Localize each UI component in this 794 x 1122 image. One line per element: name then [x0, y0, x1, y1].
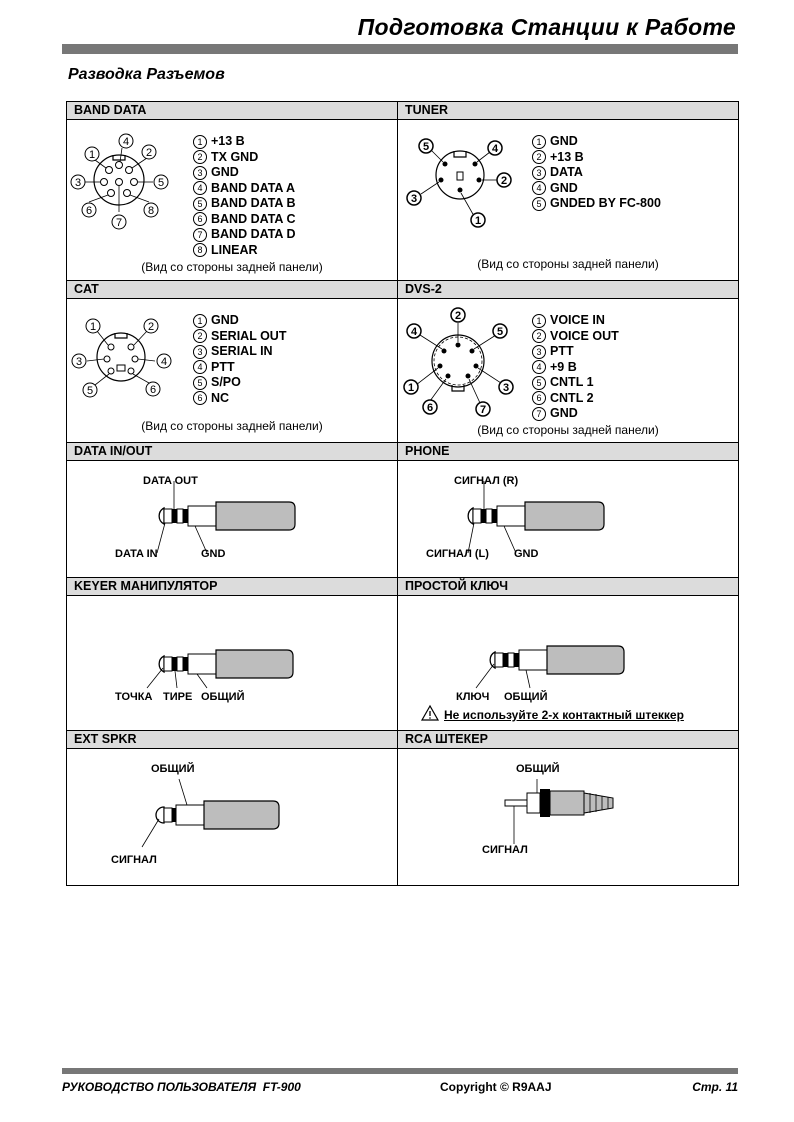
- key-label: КЛЮЧ: [456, 691, 490, 703]
- pin-row: 4 GND: [532, 181, 661, 197]
- cat-pin-list: [193, 313, 286, 406]
- data-inout-header: DATA IN/OUT: [67, 443, 398, 461]
- tuner-cell: [398, 120, 738, 280]
- svg-text:1: 1: [474, 215, 482, 227]
- svg-text:5: 5: [496, 326, 504, 338]
- dvs2-header: DVS-2: [398, 281, 739, 299]
- svg-text:5: 5: [86, 385, 94, 397]
- ext-spkr-header: EXT SPKR: [67, 731, 398, 749]
- svg-text:2: 2: [454, 310, 462, 322]
- rca-header: RCA ШТЕКЕР: [398, 731, 739, 749]
- pinout-table: [66, 101, 739, 886]
- footer-page-number: Стр. 11: [692, 1080, 738, 1094]
- phone-cell: [398, 461, 738, 577]
- stereo-plug-icon: [67, 596, 398, 730]
- pin-row: 3 GND: [193, 165, 295, 181]
- pin-row: 2 VOICE OUT: [532, 329, 619, 345]
- keyer-cell: [67, 596, 397, 730]
- svg-text:6: 6: [426, 402, 434, 414]
- dvs2-pin-list: [532, 313, 619, 422]
- svg-text:2: 2: [147, 321, 155, 333]
- signal-label: СИГНАЛ: [482, 844, 528, 856]
- signal-l-label: СИГНАЛ (L): [426, 548, 489, 560]
- rca-cell: [398, 749, 738, 885]
- pin-row: 2 +13 В: [532, 150, 661, 166]
- header-bar: [62, 44, 738, 54]
- tuner-caption: (Вид со стороны задней панели): [477, 257, 659, 271]
- pin-row: 3 DATA: [532, 165, 661, 181]
- pin-row: 5 GNDED BY FC-800: [532, 196, 661, 212]
- page-title: Подготовка Станции к Работе: [357, 14, 736, 40]
- svg-text:4: 4: [410, 326, 418, 338]
- band-data-cell: [67, 120, 397, 280]
- din7-connector-icon: [398, 299, 523, 419]
- cat-cell: [67, 299, 397, 442]
- pin-row: 2 SERIAL OUT: [193, 329, 286, 345]
- pin-row: 2 TX GND: [193, 150, 295, 166]
- straight-key-cell: [398, 596, 738, 730]
- gnd-label: GND: [201, 548, 226, 560]
- svg-text:6: 6: [149, 384, 157, 396]
- svg-text:3: 3: [502, 382, 510, 394]
- warning-icon: [422, 706, 438, 720]
- pin-row: 4 PTT: [193, 360, 286, 376]
- band-data-pin-list: [193, 134, 295, 258]
- pin-row: 1 GND: [193, 313, 286, 329]
- pin-row: 3 SERIAL IN: [193, 344, 286, 360]
- pin-row: 4 BAND DATA A: [193, 181, 295, 197]
- band-data-caption: (Вид со стороны задней панели): [141, 260, 323, 274]
- common-label: ОБЩИЙ: [504, 691, 548, 703]
- svg-text:5: 5: [422, 141, 430, 153]
- pin-row: 1 VOICE IN: [532, 313, 619, 329]
- pin-row: 6 NC: [193, 391, 286, 407]
- common-label: ОБЩИЙ: [201, 691, 245, 703]
- phone-header: PHONE: [398, 443, 739, 461]
- svg-text:3: 3: [74, 177, 82, 189]
- tuner-header: TUNER: [398, 102, 739, 120]
- gnd-label: GND: [514, 548, 539, 560]
- pin-row: 3 PTT: [532, 344, 619, 360]
- straight-key-header: ПРОСТОЙ КЛЮЧ: [398, 578, 739, 596]
- pin-row: 7 BAND DATA D: [193, 227, 295, 243]
- rca-plug-icon: [398, 749, 739, 885]
- pin-row: 5 BAND DATA B: [193, 196, 295, 212]
- keyer-header: KEYER МАНИПУЛЯТОР: [67, 578, 398, 596]
- pin-row: 4 +9 В: [532, 360, 619, 376]
- pin-row: 6 BAND DATA C: [193, 212, 295, 228]
- svg-text:2: 2: [500, 175, 508, 187]
- svg-text:4: 4: [122, 136, 130, 148]
- pin-row: 5 CNTL 1: [532, 375, 619, 391]
- svg-text:1: 1: [88, 149, 96, 161]
- svg-text:3: 3: [410, 193, 418, 205]
- din5-connector-icon: [398, 120, 528, 240]
- svg-text:2: 2: [145, 147, 153, 159]
- dot-label: ТОЧКА: [115, 691, 153, 703]
- dvs2-caption: (Вид со стороны задней панели): [477, 423, 659, 437]
- cat-caption: (Вид со стороны задней панели): [141, 419, 323, 433]
- mini-din6-connector-icon: [67, 299, 187, 409]
- svg-text:4: 4: [491, 143, 499, 155]
- pin-row: 5 S/PO: [193, 375, 286, 391]
- svg-text:7: 7: [479, 404, 487, 416]
- footer-bar: [62, 1068, 738, 1074]
- data-inout-cell: [67, 461, 397, 577]
- svg-text:4: 4: [160, 356, 168, 368]
- signal-label: СИГНАЛ: [111, 854, 157, 866]
- signal-r-label: СИГНАЛ (R): [454, 475, 519, 487]
- data-out-label: DATA OUT: [143, 475, 198, 487]
- tuner-pin-list: [532, 134, 661, 212]
- cat-header: CAT: [67, 281, 398, 299]
- pin-row: 7 GND: [532, 406, 619, 422]
- svg-text:6: 6: [85, 205, 93, 217]
- ext-spkr-cell: [67, 749, 397, 885]
- pin-row: 8 LINEAR: [193, 243, 295, 259]
- pin-row: 1 GND: [532, 134, 661, 150]
- section-title: Разводка Разъемов: [68, 66, 225, 83]
- common-label: ОБЩИЙ: [151, 763, 195, 775]
- svg-text:1: 1: [407, 382, 415, 394]
- svg-text:5: 5: [157, 177, 165, 189]
- din8-connector-icon: [67, 120, 187, 240]
- data-in-label: DATA IN: [115, 548, 158, 560]
- dash-label: ТИРЕ: [163, 691, 193, 703]
- pin-row: 6 CNTL 2: [532, 391, 619, 407]
- pin-row: 1 +13 В: [193, 134, 295, 150]
- footer-manual-title: РУКОВОДСТВО ПОЛЬЗОВАТЕЛЯ FT-900: [62, 1080, 301, 1094]
- svg-text:1: 1: [89, 321, 97, 333]
- common-label: ОБЩИЙ: [516, 763, 560, 775]
- band-data-header: BAND DATA: [67, 102, 398, 120]
- svg-text:3: 3: [75, 356, 83, 368]
- dvs2-cell: [398, 299, 738, 442]
- svg-text:7: 7: [115, 217, 123, 229]
- svg-text:8: 8: [147, 205, 155, 217]
- warning-text: Не используйте 2-х контактный штеккер: [444, 708, 684, 722]
- footer-copyright: Copyright © R9AAJ: [440, 1080, 552, 1094]
